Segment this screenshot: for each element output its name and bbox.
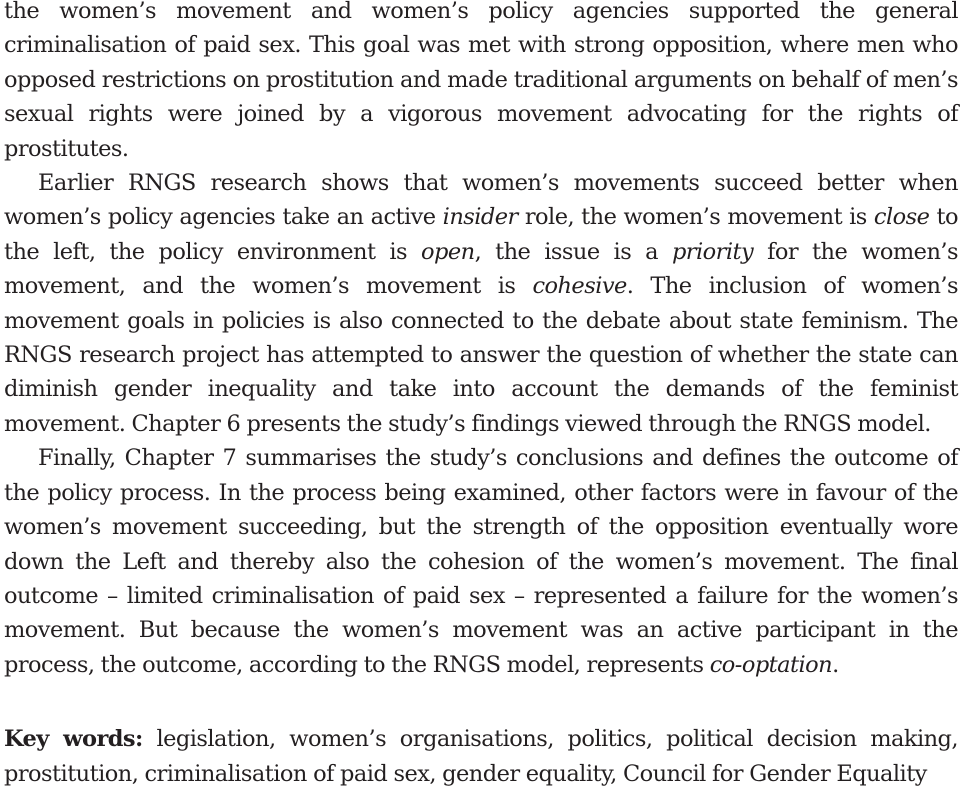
paragraph-3-text-2: . <box>832 651 839 678</box>
paragraph-2-text-4: , the issue is a <box>474 238 672 265</box>
paragraph-3-italic-co-optation: co-optation <box>709 651 833 678</box>
paragraph-2-text-5: for the women’s movement, and the women’s movement is <box>4 238 958 300</box>
paragraph-3-text-1: Finally, Chapter 7 summarises the study’s conclusions and defines the outcome of the policy process. In the process being examined, other factors were in favour of the women’s movement succeeding, but the strength of the opposition eventually wore down the Left and thereby also the cohesion of the women’s movement. The final outcome – limited criminalisation of paid sex – represented a failure for the women’s movement. But because the women’s movement was an active participant in the process, the outcome, according to the RNGS model, represents <box>4 445 958 678</box>
paragraph-1-text: the women’s movement and women’s policy agencies supported the general criminalisation of paid sex. This goal was met with strong opposition, where men who opposed restrictions on prostitution and made traditional arguments on behalf of men’s sexual rights were joined by a vigorous movement advocating for the rights of prostitutes. <box>4 0 958 162</box>
keywords-label: Key words: <box>4 726 143 753</box>
keywords-text: legislation, women’s organisations, politics, political decision making, prostitution, criminalisation of paid sex, gender equality, Council for Gender Equality <box>4 726 958 787</box>
paragraph-2 <box>4 166 958 441</box>
document-page <box>4 0 958 791</box>
paragraph-2-text-6: . The inclusion of women’s movement goals in policies is also connected to the debate about state feminism. The RNGS research project has attempted to answer the question of whether the state can diminish gender inequality and take into account the demands of the feminist movement. Chapter 6 presents the study’s findings viewed through the RNGS model. <box>4 273 959 437</box>
paragraph-2-text-2: role, the women’s movement is <box>517 204 874 231</box>
paragraph-2-text-1: Earlier RNGS research shows that women’s movements succeed better when women’s policy agencies take an active <box>4 170 958 231</box>
paragraph-2-text-3: to the left, the policy environment is <box>4 204 958 265</box>
paragraph-2-italic-priority: priority <box>671 238 754 265</box>
paragraph-2-italic-close: close <box>873 204 930 231</box>
paragraph-2-italic-cohesive: cohesive <box>532 273 627 300</box>
paragraph-3 <box>4 441 958 682</box>
paragraph-1 <box>4 0 958 166</box>
paragraph-2-italic-insider: insider <box>442 204 518 231</box>
paragraph-2-italic-open: open <box>421 238 475 265</box>
keywords-paragraph <box>4 722 958 791</box>
